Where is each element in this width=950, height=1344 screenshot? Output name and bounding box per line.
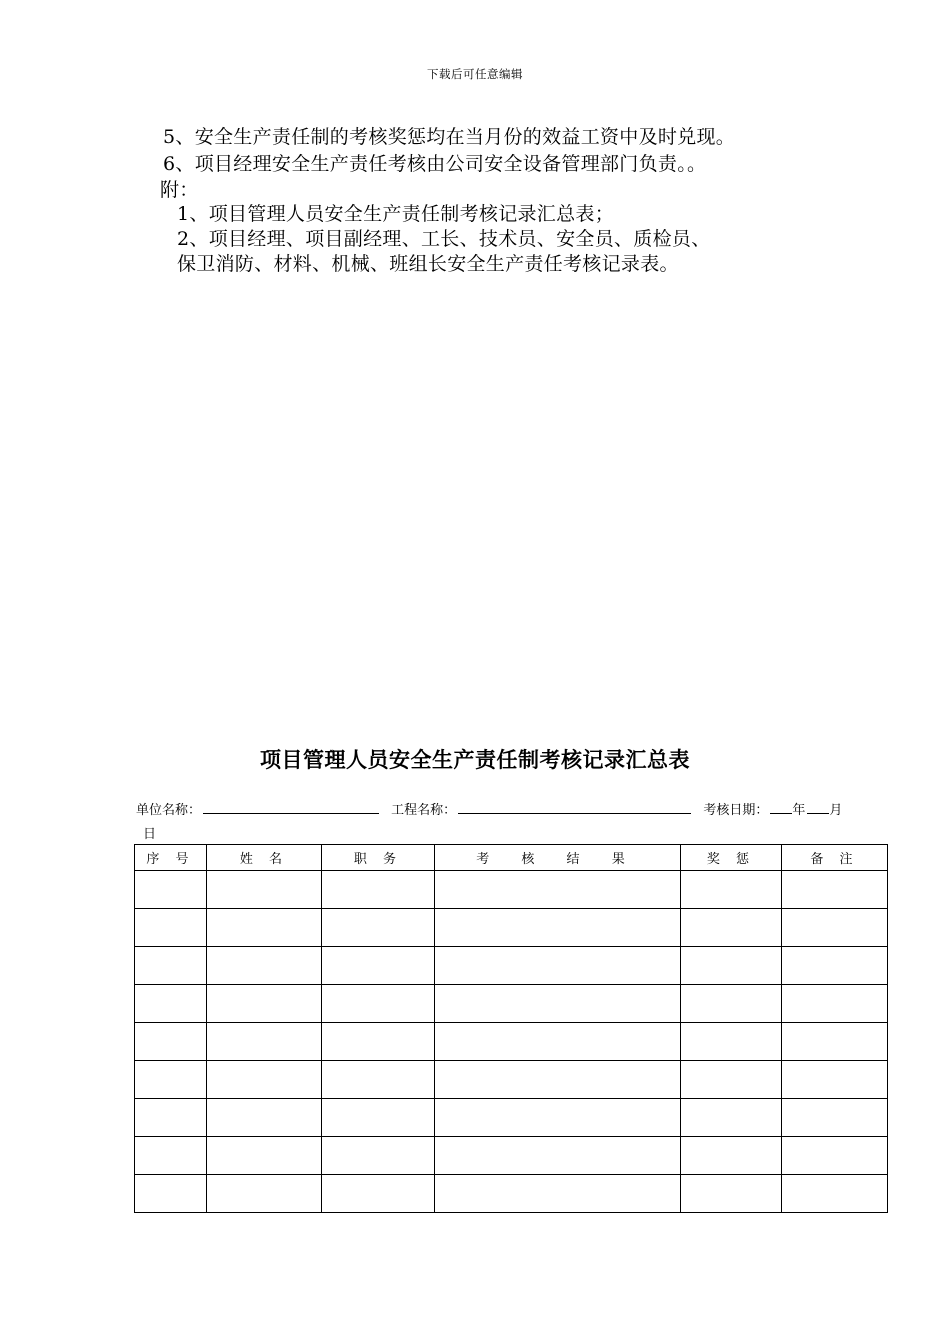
attachment-item-2-line-1: 2、项目经理、项目副经理、工长、技术员、安全员、质检员、 — [177, 228, 711, 250]
assessment-record-table — [134, 844, 888, 1213]
paragraph-item-5: 5、安全生产责任制的考核奖惩均在当月份的效益工资中及时兑现。 — [163, 126, 736, 148]
year-label: 年 — [792, 803, 806, 818]
table-cell[interactable] — [782, 985, 888, 1023]
table-cell[interactable] — [207, 985, 322, 1023]
table-cell[interactable] — [135, 1175, 207, 1213]
table-cell[interactable] — [322, 985, 435, 1023]
table-cell[interactable] — [435, 947, 681, 985]
table-cell[interactable] — [207, 1061, 322, 1099]
table-row — [135, 985, 888, 1023]
table-row — [135, 1023, 888, 1061]
table-cell[interactable] — [207, 1023, 322, 1061]
table-cell[interactable] — [435, 871, 681, 909]
table-cell[interactable] — [435, 1099, 681, 1137]
table-cell[interactable] — [322, 1061, 435, 1099]
table-cell[interactable] — [135, 909, 207, 947]
table-cell[interactable] — [322, 909, 435, 947]
year-blank[interactable] — [770, 799, 792, 814]
table-cell[interactable] — [435, 985, 681, 1023]
table-cell[interactable] — [435, 1175, 681, 1213]
table-body — [135, 871, 888, 1213]
table-cell[interactable] — [322, 871, 435, 909]
form-meta-line — [136, 799, 842, 818]
table-cell[interactable] — [207, 1175, 322, 1213]
table-cell[interactable] — [135, 947, 207, 985]
column-header-reward: 奖 惩 — [681, 845, 782, 871]
table-cell[interactable] — [782, 1023, 888, 1061]
table-cell[interactable] — [322, 1175, 435, 1213]
column-header-position: 职 务 — [322, 845, 435, 871]
table-cell[interactable] — [207, 1099, 322, 1137]
attachment-label: 附： — [160, 179, 199, 201]
table-cell[interactable] — [135, 1061, 207, 1099]
unit-name-label: 单位名称： — [136, 803, 202, 818]
table-row — [135, 909, 888, 947]
paragraph-item-6: 6、项目经理安全生产责任考核由公司安全设备管理部门负责。。 — [163, 153, 707, 175]
day-label: 日 — [143, 827, 157, 842]
attachment-item-1: 1、项目管理人员安全生产责任制考核记录汇总表； — [177, 203, 614, 225]
table-cell[interactable] — [322, 1023, 435, 1061]
table-cell[interactable] — [782, 909, 888, 947]
table-row — [135, 871, 888, 909]
table-row — [135, 1099, 888, 1137]
attachment-item-2-line-2: 保卫消防、材料、机械、班组长安全生产责任考核记录表。 — [177, 253, 679, 275]
assessment-date-label: 考核日期： — [703, 803, 769, 818]
table-header-row — [135, 845, 888, 871]
month-blank[interactable] — [807, 799, 829, 814]
table-row — [135, 947, 888, 985]
table-cell[interactable] — [782, 947, 888, 985]
table-cell[interactable] — [782, 1175, 888, 1213]
column-header-name: 姓 名 — [207, 845, 322, 871]
table-cell[interactable] — [135, 1099, 207, 1137]
table-cell[interactable] — [782, 1099, 888, 1137]
table-cell[interactable] — [322, 1137, 435, 1175]
table-cell[interactable] — [322, 947, 435, 985]
table-cell[interactable] — [681, 1023, 782, 1061]
column-header-remarks: 备 注 — [782, 845, 888, 871]
table-cell[interactable] — [681, 947, 782, 985]
project-name-blank[interactable] — [458, 799, 691, 814]
table-row — [135, 1137, 888, 1175]
table-cell[interactable] — [435, 909, 681, 947]
table-cell[interactable] — [135, 985, 207, 1023]
table-cell[interactable] — [681, 871, 782, 909]
table-cell[interactable] — [207, 947, 322, 985]
table-cell[interactable] — [681, 985, 782, 1023]
project-name-label: 工程名称： — [391, 803, 457, 818]
table-cell[interactable] — [681, 909, 782, 947]
table-cell[interactable] — [207, 909, 322, 947]
column-header-result: 考 核 结 果 — [435, 845, 681, 871]
month-label: 月 — [829, 803, 843, 818]
table-cell[interactable] — [435, 1137, 681, 1175]
table-cell[interactable] — [681, 1099, 782, 1137]
table-cell[interactable] — [681, 1175, 782, 1213]
unit-name-blank[interactable] — [203, 799, 379, 814]
table-cell[interactable] — [782, 1061, 888, 1099]
table-cell[interactable] — [435, 1061, 681, 1099]
table-cell[interactable] — [135, 1137, 207, 1175]
table-cell[interactable] — [435, 1023, 681, 1061]
form-title: 项目管理人员安全生产责任制考核记录汇总表 — [260, 748, 690, 772]
table-cell[interactable] — [135, 871, 207, 909]
table-row — [135, 1061, 888, 1099]
table-cell[interactable] — [681, 1137, 782, 1175]
table-cell[interactable] — [207, 1137, 322, 1175]
table-cell[interactable] — [782, 871, 888, 909]
table-cell[interactable] — [322, 1099, 435, 1137]
header-note: 下载后可任意编辑 — [427, 67, 523, 81]
column-header-serial: 序 号 — [135, 845, 207, 871]
table-cell[interactable] — [782, 1137, 888, 1175]
table-cell[interactable] — [681, 1061, 782, 1099]
table-row — [135, 1175, 888, 1213]
table-cell[interactable] — [135, 1023, 207, 1061]
table-cell[interactable] — [207, 871, 322, 909]
